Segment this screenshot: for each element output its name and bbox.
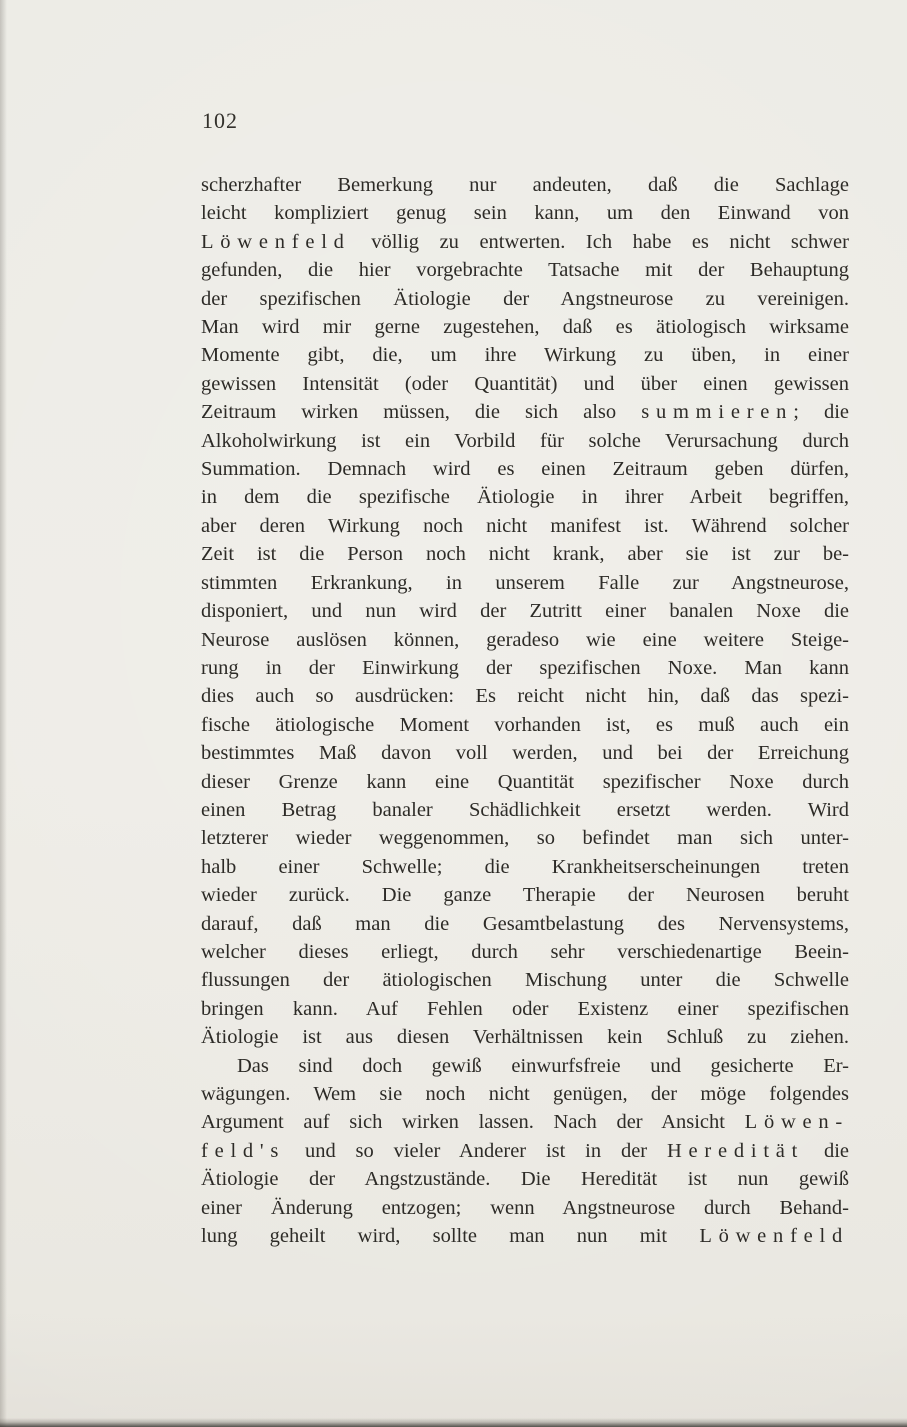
text-segment: dies auch so ausdrücken: Es reicht nicht hin, daß das spezi- bbox=[201, 685, 849, 708]
page-number: 102 bbox=[202, 108, 238, 133]
text-segment: scherzhafter Bemerkung nur andeuten, daß die Sachlage bbox=[201, 174, 849, 196]
text-segment: und so vieler Anderer ist in der bbox=[285, 1139, 667, 1162]
text-line bbox=[201, 597, 849, 625]
text-segment: wieder zurück. Die ganze Therapie der Neurosen beruht bbox=[201, 884, 849, 907]
text-line bbox=[201, 995, 849, 1023]
text-segment: leicht kompliziert genug sein kann, um den Einwand von bbox=[201, 202, 849, 225]
emphasized-text: feld's bbox=[201, 1139, 286, 1162]
text-line bbox=[201, 654, 849, 682]
text-line bbox=[201, 1023, 849, 1051]
text-segment: Ätiologie der Angstzustände. Die Heredität ist nun gewiß bbox=[201, 1168, 849, 1191]
text-line bbox=[201, 1165, 849, 1193]
text-segment: Ätiologie ist aus diesen Verhältnissen kein Schluß zu ziehen. bbox=[201, 1026, 849, 1049]
emphasized-text: Löwenfeld bbox=[201, 230, 351, 253]
text-segment: darauf, daß man die Gesamtbelastung des Nervensystems, bbox=[201, 912, 849, 935]
text-line bbox=[201, 626, 849, 654]
text-line bbox=[201, 796, 849, 824]
text-line bbox=[201, 199, 849, 227]
text-line bbox=[201, 370, 849, 398]
emphasized-text: Heredität bbox=[666, 1139, 805, 1162]
text-line bbox=[201, 398, 849, 426]
text-line bbox=[201, 427, 849, 455]
text-line bbox=[201, 341, 849, 369]
text-line bbox=[201, 1080, 849, 1108]
text-line bbox=[201, 1222, 849, 1250]
text-segment: disponiert, und nun wird der Zutritt einer banalen Noxe die bbox=[201, 600, 849, 623]
text-line bbox=[201, 512, 849, 540]
text-segment: einer Änderung entzogen; wenn Angstneurose durch Behand- bbox=[201, 1196, 849, 1219]
text-segment: gewissen Intensität (oder Quantität) und über einen gewissen bbox=[201, 372, 849, 395]
text-line bbox=[201, 228, 849, 256]
text-segment: Alkoholwirkung ist ein Vorbild für solche Verursachung durch bbox=[201, 429, 849, 452]
emphasized-text: Löwenfeld bbox=[699, 1225, 849, 1248]
text-line bbox=[201, 313, 849, 341]
text-line bbox=[201, 285, 849, 313]
text-line bbox=[201, 824, 849, 852]
text-line bbox=[201, 455, 849, 483]
text-segment: halb einer Schwelle; die Krankheitserscheinungen treten bbox=[201, 855, 849, 878]
text-segment: Das sind doch gewiß einwurfsfreie und gesicherte Er- bbox=[237, 1054, 849, 1077]
text-segment: Zeit ist die Person noch nicht krank, aber sie ist zur be- bbox=[201, 543, 849, 566]
paragraph bbox=[201, 1052, 849, 1251]
text-line bbox=[201, 938, 849, 966]
text-segment: bestimmtes Maß davon voll werden, und bei der Erreichung bbox=[201, 742, 849, 765]
emphasized-text: Löwen- bbox=[744, 1111, 849, 1134]
text-line bbox=[201, 569, 849, 597]
text-segment: rung in der Einwirkung der spezifischen Noxe. Man kann bbox=[201, 656, 849, 679]
text-line bbox=[201, 171, 849, 199]
text-segment: Momente gibt, die, um ihre Wirkung zu üben, in einer bbox=[201, 344, 849, 367]
text-segment: ; die bbox=[793, 401, 849, 424]
text-line bbox=[201, 768, 849, 796]
text-line bbox=[201, 483, 849, 511]
text-segment: dieser Grenze kann eine Quantität spezifischer Noxe durch bbox=[201, 770, 849, 793]
text-line bbox=[201, 711, 849, 739]
text-line bbox=[201, 1194, 849, 1222]
text-segment: der spezifischen Ätiologie der Angstneurose zu vereinigen. bbox=[201, 287, 849, 310]
text-segment: stimmten Erkrankung, in unserem Falle zur Angstneurose, bbox=[201, 571, 849, 594]
text-segment: Man wird mir gerne zugestehen, daß es ätiologisch wirksame bbox=[201, 316, 849, 339]
text-segment: welcher dieses erliegt, durch sehr verschiedenartige Beein- bbox=[201, 940, 849, 963]
text-line bbox=[201, 853, 849, 881]
text-line bbox=[201, 739, 849, 767]
scan-edge-left bbox=[0, 0, 7, 1427]
text-line bbox=[201, 910, 849, 938]
text-segment: bringen kann. Auf Fehlen oder Existenz einer spezifischen bbox=[201, 997, 849, 1020]
text-line bbox=[201, 1052, 849, 1080]
text-line bbox=[201, 682, 849, 710]
text-line bbox=[201, 966, 849, 994]
scan-edge-bottom bbox=[0, 1418, 907, 1427]
text-segment: Summation. Demnach wird es einen Zeitraum geben dürfen, bbox=[201, 458, 849, 481]
text-line bbox=[201, 540, 849, 568]
text-segment: einen Betrag banaler Schädlichkeit ersetzt werden. Wird bbox=[201, 798, 849, 821]
text-segment: Argument auf sich wirken lassen. Nach der Ansicht bbox=[201, 1111, 745, 1134]
text-segment: wägungen. Wem sie noch nicht genügen, der möge folgendes bbox=[201, 1083, 849, 1105]
text-segment: Neurose auslösen können, geradeso wie eine weitere Steige- bbox=[201, 628, 849, 651]
text-line bbox=[201, 1137, 849, 1165]
text-segment: die bbox=[804, 1139, 849, 1162]
text-block bbox=[201, 171, 849, 1250]
text-segment: Zeitraum wirken müssen, die sich also bbox=[201, 401, 642, 424]
paragraph bbox=[201, 171, 849, 1052]
text-segment: letzterer wieder weggenommen, so befindet man sich unter- bbox=[201, 827, 849, 850]
text-segment: fische ätiologische Moment vorhanden ist, es muß auch ein bbox=[201, 713, 849, 736]
text-line bbox=[201, 256, 849, 284]
text-segment: flussungen der ätiologischen Mischung unter die Schwelle bbox=[201, 969, 849, 992]
text-segment: in dem die spezifische Ätiologie in ihrer Arbeit begriffen, bbox=[201, 486, 849, 509]
text-segment: lung geheilt wird, sollte man nun mit bbox=[201, 1225, 700, 1248]
text-line bbox=[201, 881, 849, 909]
text-segment: aber deren Wirkung noch nicht manifest ist. Während solcher bbox=[201, 514, 849, 537]
text-line bbox=[201, 1108, 849, 1136]
emphasized-text: summieren bbox=[641, 401, 794, 424]
text-segment: gefunden, die hier vorgebrachte Tatsache mit der Behauptung bbox=[201, 259, 849, 282]
text-segment: völlig zu entwerten. Ich habe es nicht schwer bbox=[350, 230, 849, 253]
